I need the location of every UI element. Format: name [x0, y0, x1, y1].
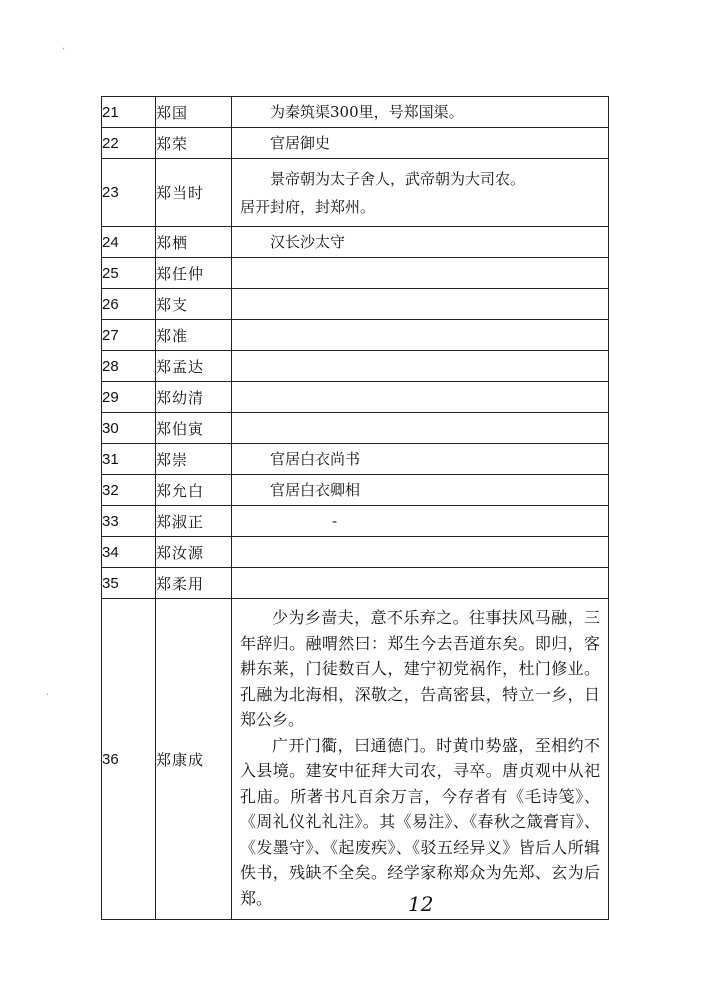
person-description: [232, 599, 609, 920]
person-name: 郑当时: [156, 159, 232, 227]
row-number: 26: [102, 289, 156, 320]
person-description: [232, 537, 609, 568]
person-description: 官居白衣尚书: [232, 444, 609, 475]
person-description: [232, 568, 609, 599]
table-row: [102, 599, 609, 920]
row-number: 28: [102, 351, 156, 382]
row-number: 24: [102, 227, 156, 258]
table-row: [102, 159, 609, 227]
table-row: [102, 537, 609, 568]
row-number: 35: [102, 568, 156, 599]
table-row: [102, 97, 609, 128]
table-row: [102, 227, 609, 258]
person-name: 郑汝源: [156, 537, 232, 568]
person-name: 郑伯寅: [156, 413, 232, 444]
table-row: [102, 258, 609, 289]
row-number: 34: [102, 537, 156, 568]
person-name: 郑支: [156, 289, 232, 320]
scan-speck: ·: [46, 690, 50, 701]
person-name: 郑幼清: [156, 382, 232, 413]
person-description: 官居白衣卿相: [232, 475, 609, 506]
genealogy-table: [101, 96, 609, 920]
person-name: 郑孟达: [156, 351, 232, 382]
row-number: 25: [102, 258, 156, 289]
person-name: 郑准: [156, 320, 232, 351]
scan-speck: ·: [62, 44, 66, 55]
description-paragraph: 少为乡啬夫，意不乐弃之。往事扶风马融，三年辞归。融喟然曰：郑生今去吾道东矣。即归，客耕东莱，门徒数百人，建宁初党祸作，杜门修业。孔融为北海相，深敬之，告高密县，特立一乡，日郑公乡。: [240, 608, 600, 729]
person-description: [232, 320, 609, 351]
person-name: 郑荣: [156, 128, 232, 159]
row-number: 36: [102, 599, 156, 920]
table-row: [102, 413, 609, 444]
table-row: [102, 475, 609, 506]
person-description: 景帝朝为太子舍人，武帝朝为大司农。 居开封府，封郑州。: [232, 159, 609, 227]
row-number: 33: [102, 506, 156, 537]
person-name: 郑国: [156, 97, 232, 128]
person-description: 汉长沙太守: [232, 227, 609, 258]
table-row: [102, 320, 609, 351]
row-number: 31: [102, 444, 156, 475]
row-number: 29: [102, 382, 156, 413]
table-row: [102, 444, 609, 475]
table-row: [102, 128, 609, 159]
person-name: 郑柔用: [156, 568, 232, 599]
person-description: 官居御史: [232, 128, 609, 159]
row-number: 27: [102, 320, 156, 351]
person-name: 郑康成: [156, 599, 232, 920]
person-description: [232, 382, 609, 413]
row-number: 23: [102, 159, 156, 227]
table-row: [102, 568, 609, 599]
table-row: [102, 506, 609, 537]
table-row: [102, 351, 609, 382]
row-number: 30: [102, 413, 156, 444]
person-description: [232, 289, 609, 320]
row-number: 21: [102, 97, 156, 128]
table-row: [102, 382, 609, 413]
person-name: 郑栖: [156, 227, 232, 258]
row-number: 32: [102, 475, 156, 506]
person-description: -: [232, 506, 609, 537]
person-name: 郑允白: [156, 475, 232, 506]
person-name: 郑崇: [156, 444, 232, 475]
person-description: [232, 258, 609, 289]
person-description: 为秦筑渠300里，号郑国渠。: [232, 97, 609, 128]
description-paragraph: 广开门衢，曰通德门。时黄巾势盛，至相约不入县境。建安中征拜大司农，寻卒。唐贞观中从祀孔庙。所著书凡百余万言，今存者有《毛诗笺》、《周礼仪礼礼注》。其《易注》、《春秋之箴膏肓》、《发墨守》、《起废疾》、《驳五经异义》皆后人所辑佚书，残缺不全矣。经学家称郑众为先郑、玄为后郑。: [240, 735, 600, 908]
person-description: [232, 413, 609, 444]
row-number: 22: [102, 128, 156, 159]
person-name: 郑任仲: [156, 258, 232, 289]
page-number: 12: [408, 892, 434, 916]
person-description: [232, 351, 609, 382]
person-name: 郑淑正: [156, 506, 232, 537]
table-row: [102, 289, 609, 320]
